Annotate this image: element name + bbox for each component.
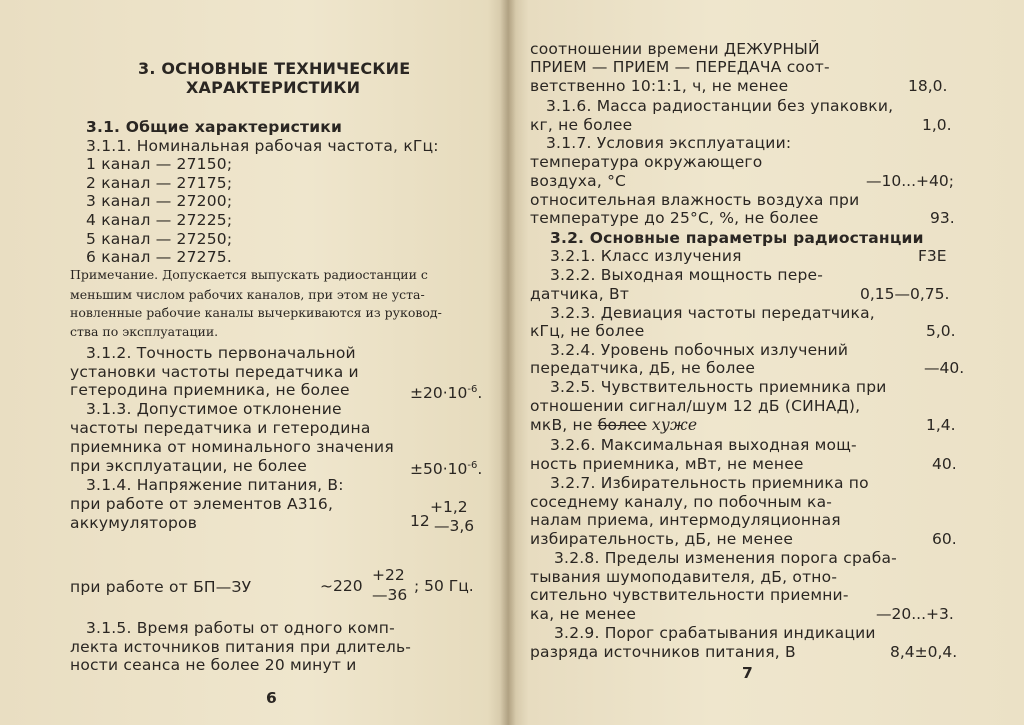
value: —40.: [924, 359, 965, 377]
value-tolerance-lower: —36: [372, 586, 408, 604]
channel-line: 2 канал — 27175;: [86, 174, 233, 192]
value: 40.: [932, 455, 957, 473]
left-page: [0, 0, 508, 725]
section-heading: 3. ОСНОВНЫЕ ТЕХНИЧЕСКИЕ: [138, 59, 411, 78]
text-line: температура окружающего: [530, 153, 763, 171]
value: 60.: [932, 530, 957, 548]
value: 93.: [930, 209, 955, 227]
text-line: 3.1.3. Допустимое отклонение: [86, 400, 342, 418]
value-tolerance-upper: +1,2: [430, 498, 468, 516]
note-line: меньшим числом рабочих каналов, при этом не уста-: [70, 287, 425, 302]
text-line: избирательность, дБ, не менее: [530, 530, 794, 548]
text-line: датчика, Вт: [530, 285, 630, 303]
right-page: [508, 0, 1024, 725]
value: ~220: [320, 577, 363, 595]
text-line: 3.2.3. Девиация частоты передатчика,: [550, 304, 875, 322]
text-line: гетеродина приемника, не более: [70, 381, 350, 399]
text-line: воздуха, °С: [530, 172, 627, 190]
value: —10...+40;: [866, 172, 954, 190]
text-line: 3.2.7. Избирательность приемника по: [550, 474, 869, 492]
text-line: лекта источников питания при длитель-: [70, 638, 412, 656]
value: 8,4±0,4.: [890, 643, 958, 661]
text-line: 3.2.5. Чувствительность приемника при: [550, 378, 887, 396]
channel-line: 3 канал — 27200;: [86, 192, 233, 210]
text-line: при эксплуатации, не более: [70, 457, 307, 475]
text-line: 3.1.2. Точность первоначальной: [86, 344, 356, 362]
text-line: налам приема, интермодуляционная: [530, 511, 841, 529]
value: $\pm 20\cdot 10^{-6}$.: [410, 384, 483, 402]
text-line: ности сеанса не более 20 минут и: [70, 656, 357, 674]
value: 1,0.: [922, 116, 952, 134]
value: 0,15—0,75.: [860, 285, 950, 303]
value: F3E: [918, 247, 947, 265]
text-line: ка, не менее: [530, 605, 637, 623]
text-line: ветственно 10:1:1, ч, не менее: [530, 77, 789, 95]
note-line: новленные рабочие каналы вычеркиваются из руковод-: [70, 305, 442, 320]
text-line: кг, не более: [530, 116, 633, 134]
value: ; 50 Гц.: [414, 577, 474, 595]
subsection-heading: 3.1. Общие характеристики: [86, 118, 343, 136]
struck-word: более: [597, 416, 647, 434]
text-line: 3.2.2. Выходная мощность пере-: [550, 266, 824, 284]
page-number: 6: [266, 689, 277, 707]
text-line: передатчика, дБ, не более: [530, 359, 756, 377]
text-line: ПРИЕМ — ПРИЕМ — ПЕРЕДАЧА соот-: [530, 58, 830, 76]
text-line: сительно чувствительности приемни-: [530, 586, 849, 604]
handwritten-correction: хуже: [646, 416, 698, 434]
text-line: 3.1.4. Напряжение питания, В:: [86, 476, 344, 494]
text-line: 3.2.8. Пределы изменения порога сраба-: [554, 549, 897, 567]
value: $\pm 50\cdot 10^{-6}$.: [410, 460, 483, 478]
note-line: ства по эксплуатации.: [70, 324, 219, 339]
text-line: ность приемника, мВт, не менее: [530, 455, 804, 473]
text-line: 3.1.7. Условия эксплуатации:: [546, 134, 792, 152]
channel-line: 4 канал — 27225;: [86, 211, 233, 229]
text-line: 3.1.1. Номинальная рабочая частота, кГц:: [86, 137, 439, 155]
book-spine: [500, 0, 516, 725]
text-line: относительная влажность воздуха при: [530, 191, 860, 209]
text-line: мкВ, не более хуже: [530, 416, 698, 434]
text-line: соотношении времени ДЕЖУРНЫЙ: [530, 40, 820, 58]
text-line: установки частоты передатчика и: [70, 363, 359, 381]
text-line: разряда источников питания, В: [530, 643, 796, 661]
section-heading-cont: ХАРАКТЕРИСТИКИ: [186, 78, 361, 97]
text-line: при работе от элементов А316,: [70, 495, 334, 513]
text-line: температуре до 25°С, %, не более: [530, 209, 819, 227]
value: 18,0.: [908, 77, 948, 95]
value: 5,0.: [926, 322, 956, 340]
value: 1,4.: [926, 416, 956, 434]
text-line: тывания шумоподавителя, дБ, отно-: [530, 568, 838, 586]
value: —20...+3.: [876, 605, 954, 623]
text-line: частоты передатчика и гетеродина: [70, 419, 371, 437]
page-number: 7: [742, 664, 753, 682]
text-line: 3.2.6. Максимальная выходная мощ-: [550, 436, 857, 454]
value-tolerance-upper: +22: [372, 566, 405, 584]
channel-line: 6 канал — 27275.: [86, 248, 232, 266]
channel-line: 1 канал — 27150;: [86, 155, 233, 173]
text-line: кГц, не более: [530, 322, 645, 340]
text-line: 3.2.9. Порог срабатывания индикации: [554, 624, 876, 642]
channel-line: 5 канал — 27250;: [86, 230, 233, 248]
text-line: при работе от БП—ЗУ: [70, 578, 252, 596]
text-line: приемника от номинального значения: [70, 438, 394, 456]
note-line: Примечание. Допускается выпускать радиостанции с: [70, 267, 428, 282]
text-line: 3.2.4. Уровень побочных излучений: [550, 341, 849, 359]
value-tolerance-lower: —3,6: [434, 517, 475, 535]
text-line: соседнему каналу, по побочным ка-: [530, 493, 833, 511]
text-line: 3.2.1. Класс излучения: [550, 247, 742, 265]
text-line: аккумуляторов: [70, 514, 198, 532]
text-line: 3.1.6. Масса радиостанции без упаковки,: [546, 97, 894, 115]
text-line: 3.1.5. Время работы от одного комп-: [86, 619, 395, 637]
text-line: отношении сигнал/шум 12 дБ (СИНАД),: [530, 397, 861, 415]
value: 12: [410, 512, 430, 530]
subsection-heading: 3.2. Основные параметры радиостанции: [550, 229, 924, 247]
